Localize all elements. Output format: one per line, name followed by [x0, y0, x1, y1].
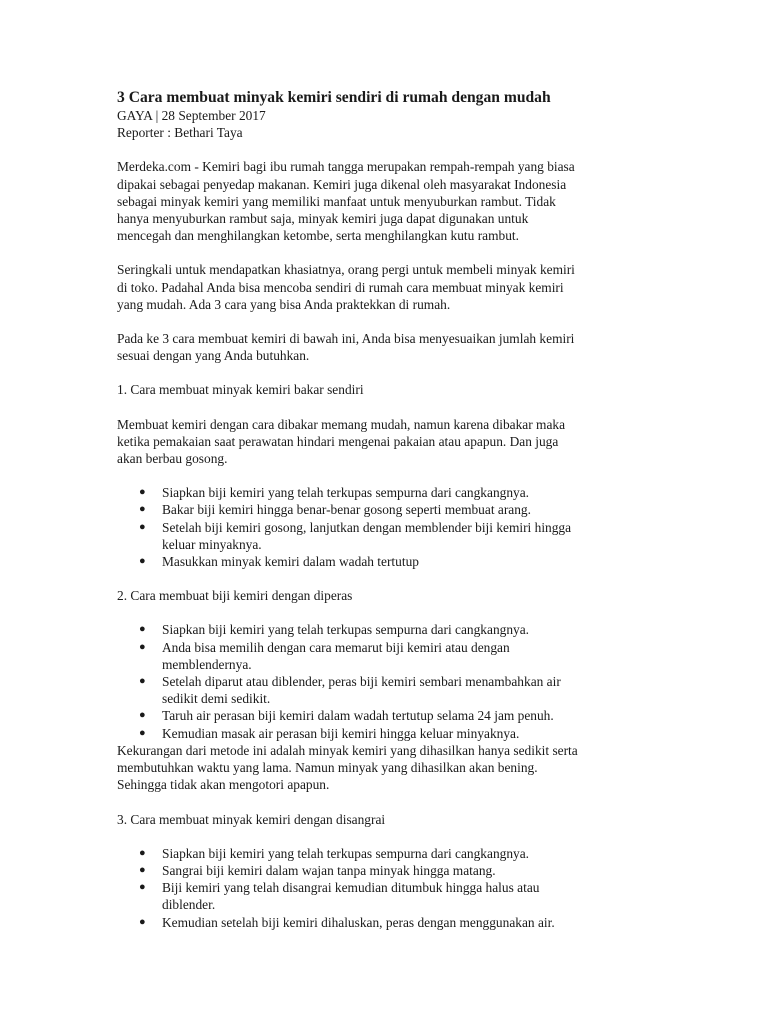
section-2-list-item-text: Anda bisa memilih dengan cara memarut biji kemiri atau dengan [162, 639, 510, 655]
section-3-list-item [117, 845, 662, 862]
paragraph-2 [117, 261, 662, 313]
bullet-icon: ● [139, 863, 146, 876]
section-3-list-item-text: Siapkan biji kemiri yang telah terkupas sempurna dari cangkangnya. [162, 845, 530, 861]
section-2-note-line: membutuhkan waktu yang lama. Namun minyak yang dihasilkan akan bening. [117, 760, 538, 776]
section-3-list-item-text: Biji kemiri yang telah disangrai kemudian ditumbuk hingga halus atau [162, 880, 540, 896]
section-2-list-item-text: Siapkan biji kemiri yang telah terkupas sempurna dari cangkangnya. [162, 622, 530, 638]
intro-line: mencegah dan menghilangkan ketombe, serta menghilangkan kutu rambut. [117, 228, 519, 244]
section-1-description-line: ketika pemakaian saat perawatan hindari mengenai pakaian atau apapun. Dan juga [117, 433, 559, 449]
paragraph-3 [117, 330, 662, 364]
section-1-list-item [117, 501, 662, 518]
intro-line: sebagai minyak kemiri yang memiliki manfaat untuk menyuburkan rambut. Tidak [117, 193, 556, 209]
article-title: 3 Cara membuat minyak kemiri sendiri di rumah dengan mudah [117, 89, 551, 106]
bullet-icon: ● [139, 503, 146, 516]
bullet-icon: ● [139, 640, 146, 653]
bullet-icon: ● [139, 726, 146, 739]
paragraph-2-line: di toko. Padahal Anda bisa mencoba sendiri di rumah cara membuat minyak kemiri [117, 279, 564, 295]
section-2-list-item [117, 725, 662, 742]
paragraph-2-line: yang mudah. Ada 3 cara yang bisa Anda praktekkan di rumah. [117, 296, 451, 312]
section-3-list [117, 845, 662, 931]
bullet-icon: ● [139, 520, 146, 533]
article-reporter: Reporter : Bethari Taya [117, 125, 243, 141]
bullet-icon: ● [139, 675, 146, 688]
bullet-icon: ● [139, 486, 146, 499]
section-1-list-item-text: Setelah biji kemiri gosong, lanjutkan dengan memblender biji kemiri hingga [162, 519, 572, 535]
section-3-heading: 3. Cara membuat minyak kemiri dengan disangrai [117, 811, 386, 827]
article-category-date: GAYA | 28 September 2017 [117, 108, 266, 123]
bullet-icon: ● [139, 709, 146, 722]
intro-line: hanya menyuburkan rambut saja, minyak kemiri juga dapat digunakan untuk [117, 211, 529, 227]
section-3-list-item-text: diblender. [162, 897, 216, 913]
intro-line: Merdeka.com - Kemiri bagi ibu rumah tangga merupakan rempah-rempah yang biasa [117, 159, 575, 175]
section-2-list-item [117, 673, 662, 707]
bullet-icon: ● [139, 881, 146, 894]
section-2-list-item-text: sedikit demi sedikit. [162, 691, 271, 707]
paragraph-3-line: Pada ke 3 cara membuat kemiri di bawah ini, Anda bisa menyesuaikan jumlah kemiri [117, 331, 575, 347]
section-2-list-item [117, 707, 662, 724]
section-3-list-item [117, 862, 662, 879]
intro-paragraph [117, 158, 662, 244]
section-2-note-line: Kekurangan dari metode ini adalah minyak kemiri yang dihasilkan hanya sedikit serta [117, 742, 578, 758]
section-1-list-item-text: Bakar biji kemiri hingga benar-benar gosong seperti membuat arang. [162, 502, 531, 518]
section-1-description-line: akan berbau gosong. [117, 451, 228, 467]
section-1-list-item [117, 553, 662, 570]
section-2-list-item [117, 639, 662, 673]
section-1-description [117, 416, 662, 468]
section-2-list-item-text: Taruh air perasan biji kemiri dalam wadah tertutup selama 24 jam penuh. [162, 708, 554, 724]
section-1-list-item [117, 484, 662, 501]
bullet-icon: ● [139, 555, 146, 568]
section-1-list-item-text: Siapkan biji kemiri yang telah terkupas sempurna dari cangkangnya. [162, 485, 530, 501]
section-3-list-item [117, 879, 662, 913]
section-2-note-line: Sehingga tidak akan mengotori apapun. [117, 777, 330, 793]
section-2-heading: 2. Cara membuat biji kemiri dengan diperas [117, 588, 353, 604]
section-2-list-item-text: Setelah diparut atau diblender, peras biji kemiri sembari menambahkan air [162, 674, 561, 690]
paragraph-2-line: Seringkali untuk mendapatkan khasiatnya, orang pergi untuk membeli minyak kemiri [117, 262, 575, 278]
section-2-list-item-text: Kemudian masak air perasan biji kemiri hingga keluar minyaknya. [162, 725, 520, 741]
section-1-list-item-text: keluar minyaknya. [162, 536, 262, 552]
bullet-icon: ● [139, 623, 146, 636]
document-page [117, 88, 662, 931]
paragraph-3-line: sesuai dengan yang Anda butuhkan. [117, 348, 310, 364]
section-1-heading: 1. Cara membuat minyak kemiri bakar sendiri [117, 382, 364, 398]
section-1-list-item-text: Masukkan minyak kemiri dalam wadah tertutup [162, 554, 419, 570]
section-3-list-item [117, 914, 662, 931]
section-3-list-item-text: Sangrai biji kemiri dalam wajan tanpa minyak hingga matang. [162, 862, 496, 878]
section-1-description-line: Membuat kemiri dengan cara dibakar memang mudah, namun karena dibakar maka [117, 416, 566, 432]
section-2-list [117, 621, 662, 741]
intro-line: dipakai sebagai penyedap makanan. Kemiri juga dikenal oleh masyarakat Indonesia [117, 176, 567, 192]
section-1-list [117, 484, 662, 570]
bullet-icon: ● [139, 846, 146, 859]
section-1-list-item [117, 519, 662, 553]
section-2-list-item [117, 621, 662, 638]
section-3-list-item-text: Kemudian setelah biji kemiri dihaluskan, peras dengan menggunakan air. [162, 914, 555, 930]
section-2-list-item-text: memblendernya. [162, 656, 252, 672]
bullet-icon: ● [139, 915, 146, 928]
section-2-note [117, 742, 662, 794]
